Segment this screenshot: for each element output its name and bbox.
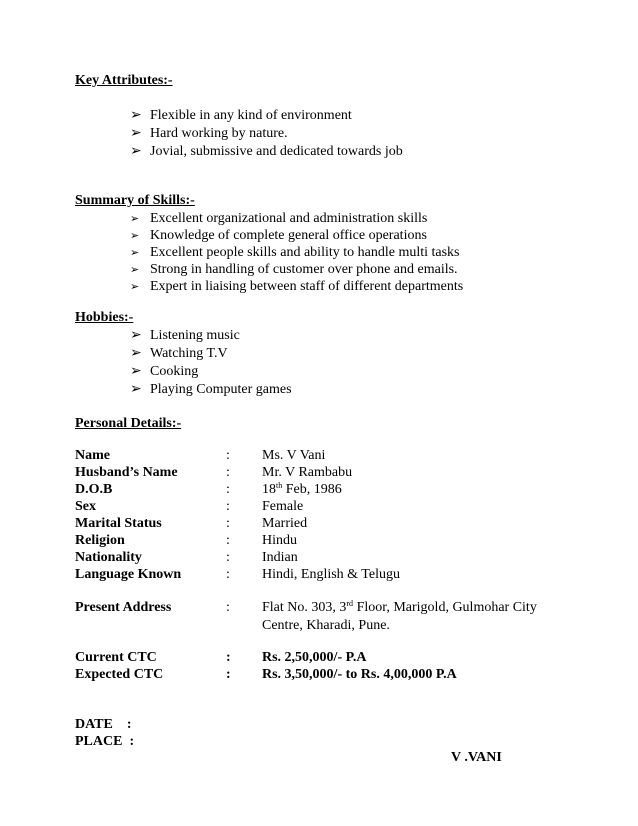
detail-label: Name	[75, 448, 110, 463]
detail-value: 18th Feb, 1986	[262, 481, 342, 497]
detail-value: Ms. V Vani	[262, 448, 326, 463]
arrow-bullet-icon: ➢	[130, 364, 142, 379]
detail-colon: :	[226, 499, 230, 514]
list-item: ➢ Flexible in any kind of environment	[130, 108, 352, 123]
detail-colon: :	[226, 650, 231, 665]
list-item: ➢ Knowledge of complete general office operations	[130, 228, 427, 243]
arrow-bullet-icon: ➢	[130, 382, 142, 397]
list-item: ➢ Hard working by nature.	[130, 126, 288, 141]
detail-colon: :	[226, 567, 230, 582]
detail-colon: :	[226, 533, 230, 548]
personal-details-heading: Personal Details:-	[75, 416, 182, 431]
hobbies-heading: Hobbies:-	[75, 310, 134, 325]
date-label: DATE :	[75, 717, 132, 732]
list-item: ➢ Watching T.V	[130, 346, 228, 361]
arrow-bullet-icon: ➢	[130, 230, 140, 242]
list-item: ➢ Listening music	[130, 328, 240, 343]
detail-colon: :	[226, 600, 230, 615]
arrow-bullet-icon: ➢	[130, 126, 142, 141]
arrow-bullet-icon: ➢	[130, 281, 140, 293]
detail-colon: :	[226, 516, 230, 531]
detail-value: Hindi, English & Telugu	[262, 567, 400, 582]
list-item: ➢ Playing Computer games	[130, 382, 292, 397]
detail-label: Religion	[75, 533, 125, 548]
expected-ctc-value: Rs. 3,50,000/- to Rs. 4,00,000 P.A	[262, 667, 457, 682]
detail-value: Indian	[262, 550, 298, 565]
arrow-bullet-icon: ➢	[130, 213, 140, 225]
arrow-bullet-icon: ➢	[130, 108, 142, 123]
address-label: Present Address	[75, 600, 172, 615]
detail-label: Language Known	[75, 567, 182, 582]
arrow-bullet-icon: ➢	[130, 144, 142, 159]
list-item: ➢ Expert in liaising between staff of different departments	[130, 279, 464, 294]
place-label: PLACE :	[75, 734, 135, 749]
detail-label: Marital Status	[75, 516, 162, 531]
list-item: ➢ Cooking	[130, 364, 199, 379]
key-attributes-heading: Key Attributes:-	[75, 73, 173, 88]
detail-colon: :	[226, 482, 230, 497]
detail-value: Married	[262, 516, 308, 531]
detail-label: Husband’s Name	[75, 465, 178, 480]
skills-heading: Summary of Skills:-	[75, 193, 195, 208]
arrow-bullet-icon: ➢	[130, 247, 140, 259]
list-item: ➢ Jovial, submissive and dedicated towards job	[130, 144, 403, 159]
arrow-bullet-icon: ➢	[130, 346, 142, 361]
arrow-bullet-icon: ➢	[130, 328, 142, 343]
expected-ctc-label: Expected CTC	[75, 667, 164, 682]
detail-value: Female	[262, 499, 304, 514]
arrow-bullet-icon: ➢	[130, 264, 140, 276]
detail-colon: :	[226, 465, 230, 480]
address-line-1: Flat No. 303, 3rd Floor, Marigold, Gulmohar City	[262, 599, 537, 615]
current-ctc-label: Current CTC	[75, 650, 157, 665]
list-item: ➢ Excellent organizational and administration skills	[130, 211, 428, 226]
detail-colon: :	[226, 667, 231, 682]
detail-label: Sex	[75, 499, 96, 514]
list-item: ➢ Excellent people skills and ability to handle multi tasks	[130, 245, 460, 260]
list-item: ➢ Strong in handling of customer over phone and emails.	[130, 262, 458, 277]
detail-value: Mr. V Rambabu	[262, 465, 353, 480]
address-line-2: Centre, Kharadi, Pune.	[262, 618, 390, 633]
detail-value: Hindu	[262, 533, 297, 548]
detail-label: Nationality	[75, 550, 142, 565]
signature-name: V .VANI	[451, 750, 502, 765]
detail-colon: :	[226, 448, 230, 463]
detail-label: D.O.B	[75, 482, 113, 497]
current-ctc-value: Rs. 2,50,000/- P.A	[262, 650, 367, 665]
detail-colon: :	[226, 550, 230, 565]
